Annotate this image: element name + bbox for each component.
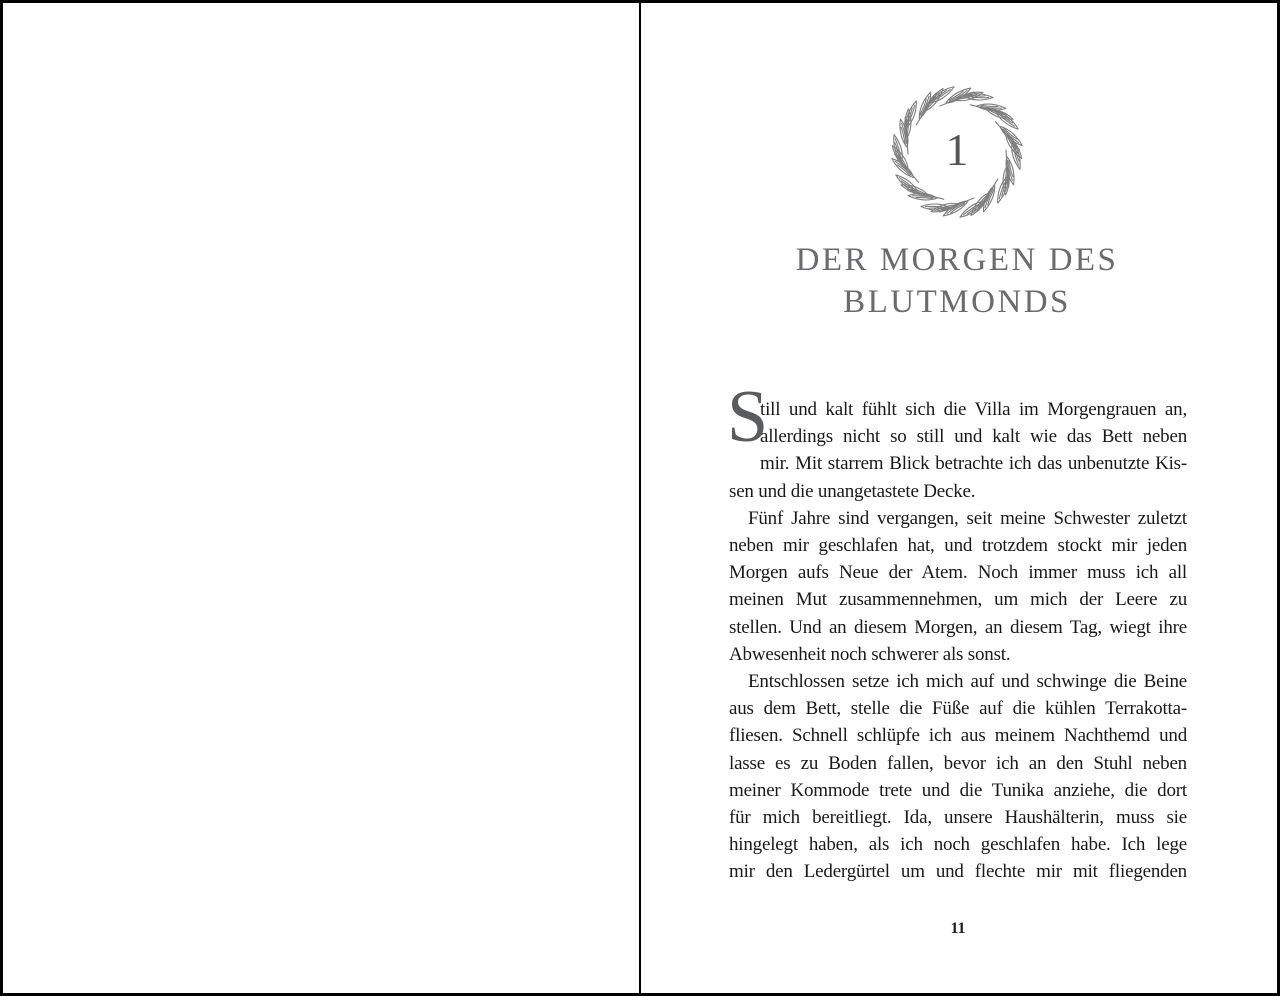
chapter-title: [727, 240, 1187, 323]
text-line: für mich bereitliegt. Ida, unsere Haushälterin, muss sie: [729, 807, 1187, 829]
paragraph-2: [729, 505, 1187, 668]
text-line: hingelegt haben, als ich noch geschlafen habe. Ich lege: [729, 834, 1187, 856]
text-line: till und kalt fühlt sich die Villa im Morgengrauen an,: [760, 399, 1187, 420]
text-line: Fünf Jahre sind vergangen, seit meine Schwester zuletzt: [748, 507, 1187, 529]
chapter-title-line-1: DER MORGEN DES: [795, 242, 1119, 278]
right-page: [641, 0, 1280, 996]
text-line: stellen. Und an diesem Morgen, an diesem Tag, wiegt ihre: [729, 616, 1187, 638]
text-line: Morgen aufs Neue der Atem. Noch immer muss ich all: [729, 562, 1187, 584]
left-page: [3, 3, 637, 993]
text-line: neben mir geschlafen hat, und trotzdem stockt mir jeden: [729, 535, 1187, 557]
text-line: mir. Mit starrem Blick betrachte ich das unbenutzte Kis-: [760, 453, 1187, 475]
chapter-number: 1: [945, 124, 969, 175]
text-line: meinen Mut zusammennehmen, um mich der Leere zu: [729, 589, 1187, 611]
drop-cap: S: [727, 376, 769, 458]
text-line: meiner Kommode trete und die Tunika anziehe, die dort: [729, 779, 1187, 801]
page-number: 11: [950, 920, 966, 937]
text-line: Abwesenheit noch schwerer als sonst.: [729, 643, 1011, 665]
text-line: allerdings nicht so still und kalt wie das Bett neben: [760, 426, 1187, 448]
paragraph-1: [727, 376, 1187, 505]
text-line: mir den Ledergürtel um und flechte mir mit fliegenden: [729, 861, 1187, 883]
text-line: Entschlossen setze ich mich auf und schwinge die Beine: [748, 671, 1187, 693]
page-divider: [639, 0, 641, 996]
paragraph-3: [729, 668, 1187, 886]
text-line: sen und die unangetastete Decke.: [729, 480, 976, 502]
text-line: aus dem Bett, stelle die Füße auf die kühlen Terrakotta-: [729, 698, 1187, 720]
text-line: lasse es zu Boden fallen, bevor ich an den Stuhl neben: [729, 752, 1187, 774]
text-line: fliesen. Schnell schlüpfe ich aus meinem Nachthemd und: [729, 725, 1187, 747]
chapter-title-line-2: BLUTMONDS: [843, 283, 1071, 320]
body-text: [727, 376, 1187, 886]
